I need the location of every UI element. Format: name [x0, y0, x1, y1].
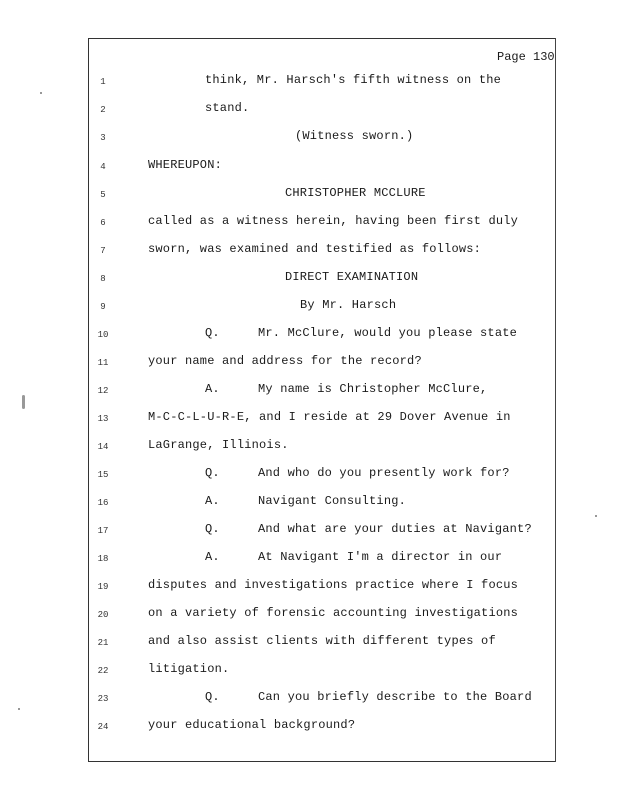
line-text: your name and address for the record?	[148, 354, 422, 368]
line-text: And who do you presently work for?	[258, 466, 510, 480]
scan-mark	[22, 395, 25, 409]
line-text: Navigant Consulting.	[258, 494, 407, 508]
line-number: 12	[97, 386, 109, 396]
transcript-line	[0, 270, 618, 290]
line-number: 11	[97, 358, 109, 368]
transcript-line	[0, 242, 618, 262]
speaker-marker: A.	[205, 550, 220, 564]
line-text: M-C-C-L-U-R-E, and I reside at 29 Dover Avenue in	[148, 410, 511, 424]
line-text: called as a witness herein, having been first duly	[148, 214, 519, 228]
transcript-line	[0, 578, 618, 598]
transcript-line	[0, 382, 618, 402]
transcript-line	[0, 718, 618, 738]
page-border-top	[88, 38, 556, 39]
line-text: By Mr. Harsch	[300, 298, 397, 312]
line-number: 21	[97, 638, 109, 648]
line-number: 7	[100, 246, 106, 256]
line-number: 2	[100, 105, 106, 115]
transcript-line	[0, 298, 618, 318]
line-text: Can you briefly describe to the Board	[258, 690, 532, 704]
line-text: WHEREUPON:	[148, 158, 223, 172]
line-number: 15	[97, 470, 109, 480]
page-number: Page 130	[497, 50, 555, 64]
transcript-line	[0, 494, 618, 514]
transcript-line	[0, 410, 618, 430]
line-number: 14	[97, 442, 109, 452]
line-text: stand.	[205, 101, 250, 115]
transcript-line	[0, 466, 618, 486]
line-text: (Witness sworn.)	[295, 129, 414, 143]
transcript-line	[0, 606, 618, 626]
line-number: 16	[97, 498, 109, 508]
line-number: 17	[97, 526, 109, 536]
scan-mark	[18, 708, 20, 710]
transcript-line	[0, 662, 618, 682]
speaker-marker: Q.	[205, 466, 220, 480]
line-text: At Navigant I'm a director in our	[258, 550, 503, 564]
speaker-marker: Q.	[205, 326, 220, 340]
line-number: 6	[100, 218, 106, 228]
line-number: 8	[100, 274, 106, 284]
line-text: LaGrange, Illinois.	[148, 438, 289, 452]
speaker-marker: A.	[205, 382, 220, 396]
line-text: your educational background?	[148, 718, 356, 732]
speaker-marker: Q.	[205, 690, 220, 704]
line-number: 19	[97, 582, 109, 592]
transcript-line	[0, 73, 618, 93]
line-number: 4	[100, 162, 106, 172]
line-number: 18	[97, 554, 109, 564]
line-text: and also assist clients with different types of	[148, 634, 496, 648]
line-text: think, Mr. Harsch's fifth witness on the	[205, 73, 502, 87]
transcript-line	[0, 214, 618, 234]
transcript-line	[0, 101, 618, 121]
page-border-bottom	[88, 761, 556, 762]
transcript-line	[0, 634, 618, 654]
speaker-marker: A.	[205, 494, 220, 508]
transcript-line	[0, 550, 618, 570]
transcript-line	[0, 354, 618, 374]
line-number: 1	[100, 77, 106, 87]
line-text: litigation.	[148, 662, 230, 676]
transcript-line	[0, 522, 618, 542]
transcript-line	[0, 326, 618, 346]
transcript-line	[0, 438, 618, 458]
line-text: And what are your duties at Navigant?	[258, 522, 532, 536]
speaker-marker: Q.	[205, 522, 220, 536]
scan-mark	[595, 515, 597, 517]
line-text: disputes and investigations practice where I focus	[148, 578, 519, 592]
line-number: 22	[97, 666, 109, 676]
transcript-line	[0, 690, 618, 710]
line-number: 9	[100, 302, 106, 312]
line-number: 5	[100, 190, 106, 200]
line-number: 13	[97, 414, 109, 424]
scan-mark	[40, 92, 42, 94]
line-number: 20	[97, 610, 109, 620]
transcript-line	[0, 158, 618, 178]
line-text: Mr. McClure, would you please state	[258, 326, 518, 340]
line-text: on a variety of forensic accounting investigations	[148, 606, 519, 620]
line-text: DIRECT EXAMINATION	[285, 270, 419, 284]
line-number: 24	[97, 722, 109, 732]
line-number: 10	[97, 330, 109, 340]
line-text: My name is Christopher McClure,	[258, 382, 488, 396]
transcript-line	[0, 186, 618, 206]
line-text: sworn, was examined and testified as follows:	[148, 242, 482, 256]
line-text: CHRISTOPHER MCCLURE	[285, 186, 426, 200]
line-number: 3	[100, 133, 106, 143]
line-number: 23	[97, 694, 109, 704]
transcript-line	[0, 129, 618, 149]
